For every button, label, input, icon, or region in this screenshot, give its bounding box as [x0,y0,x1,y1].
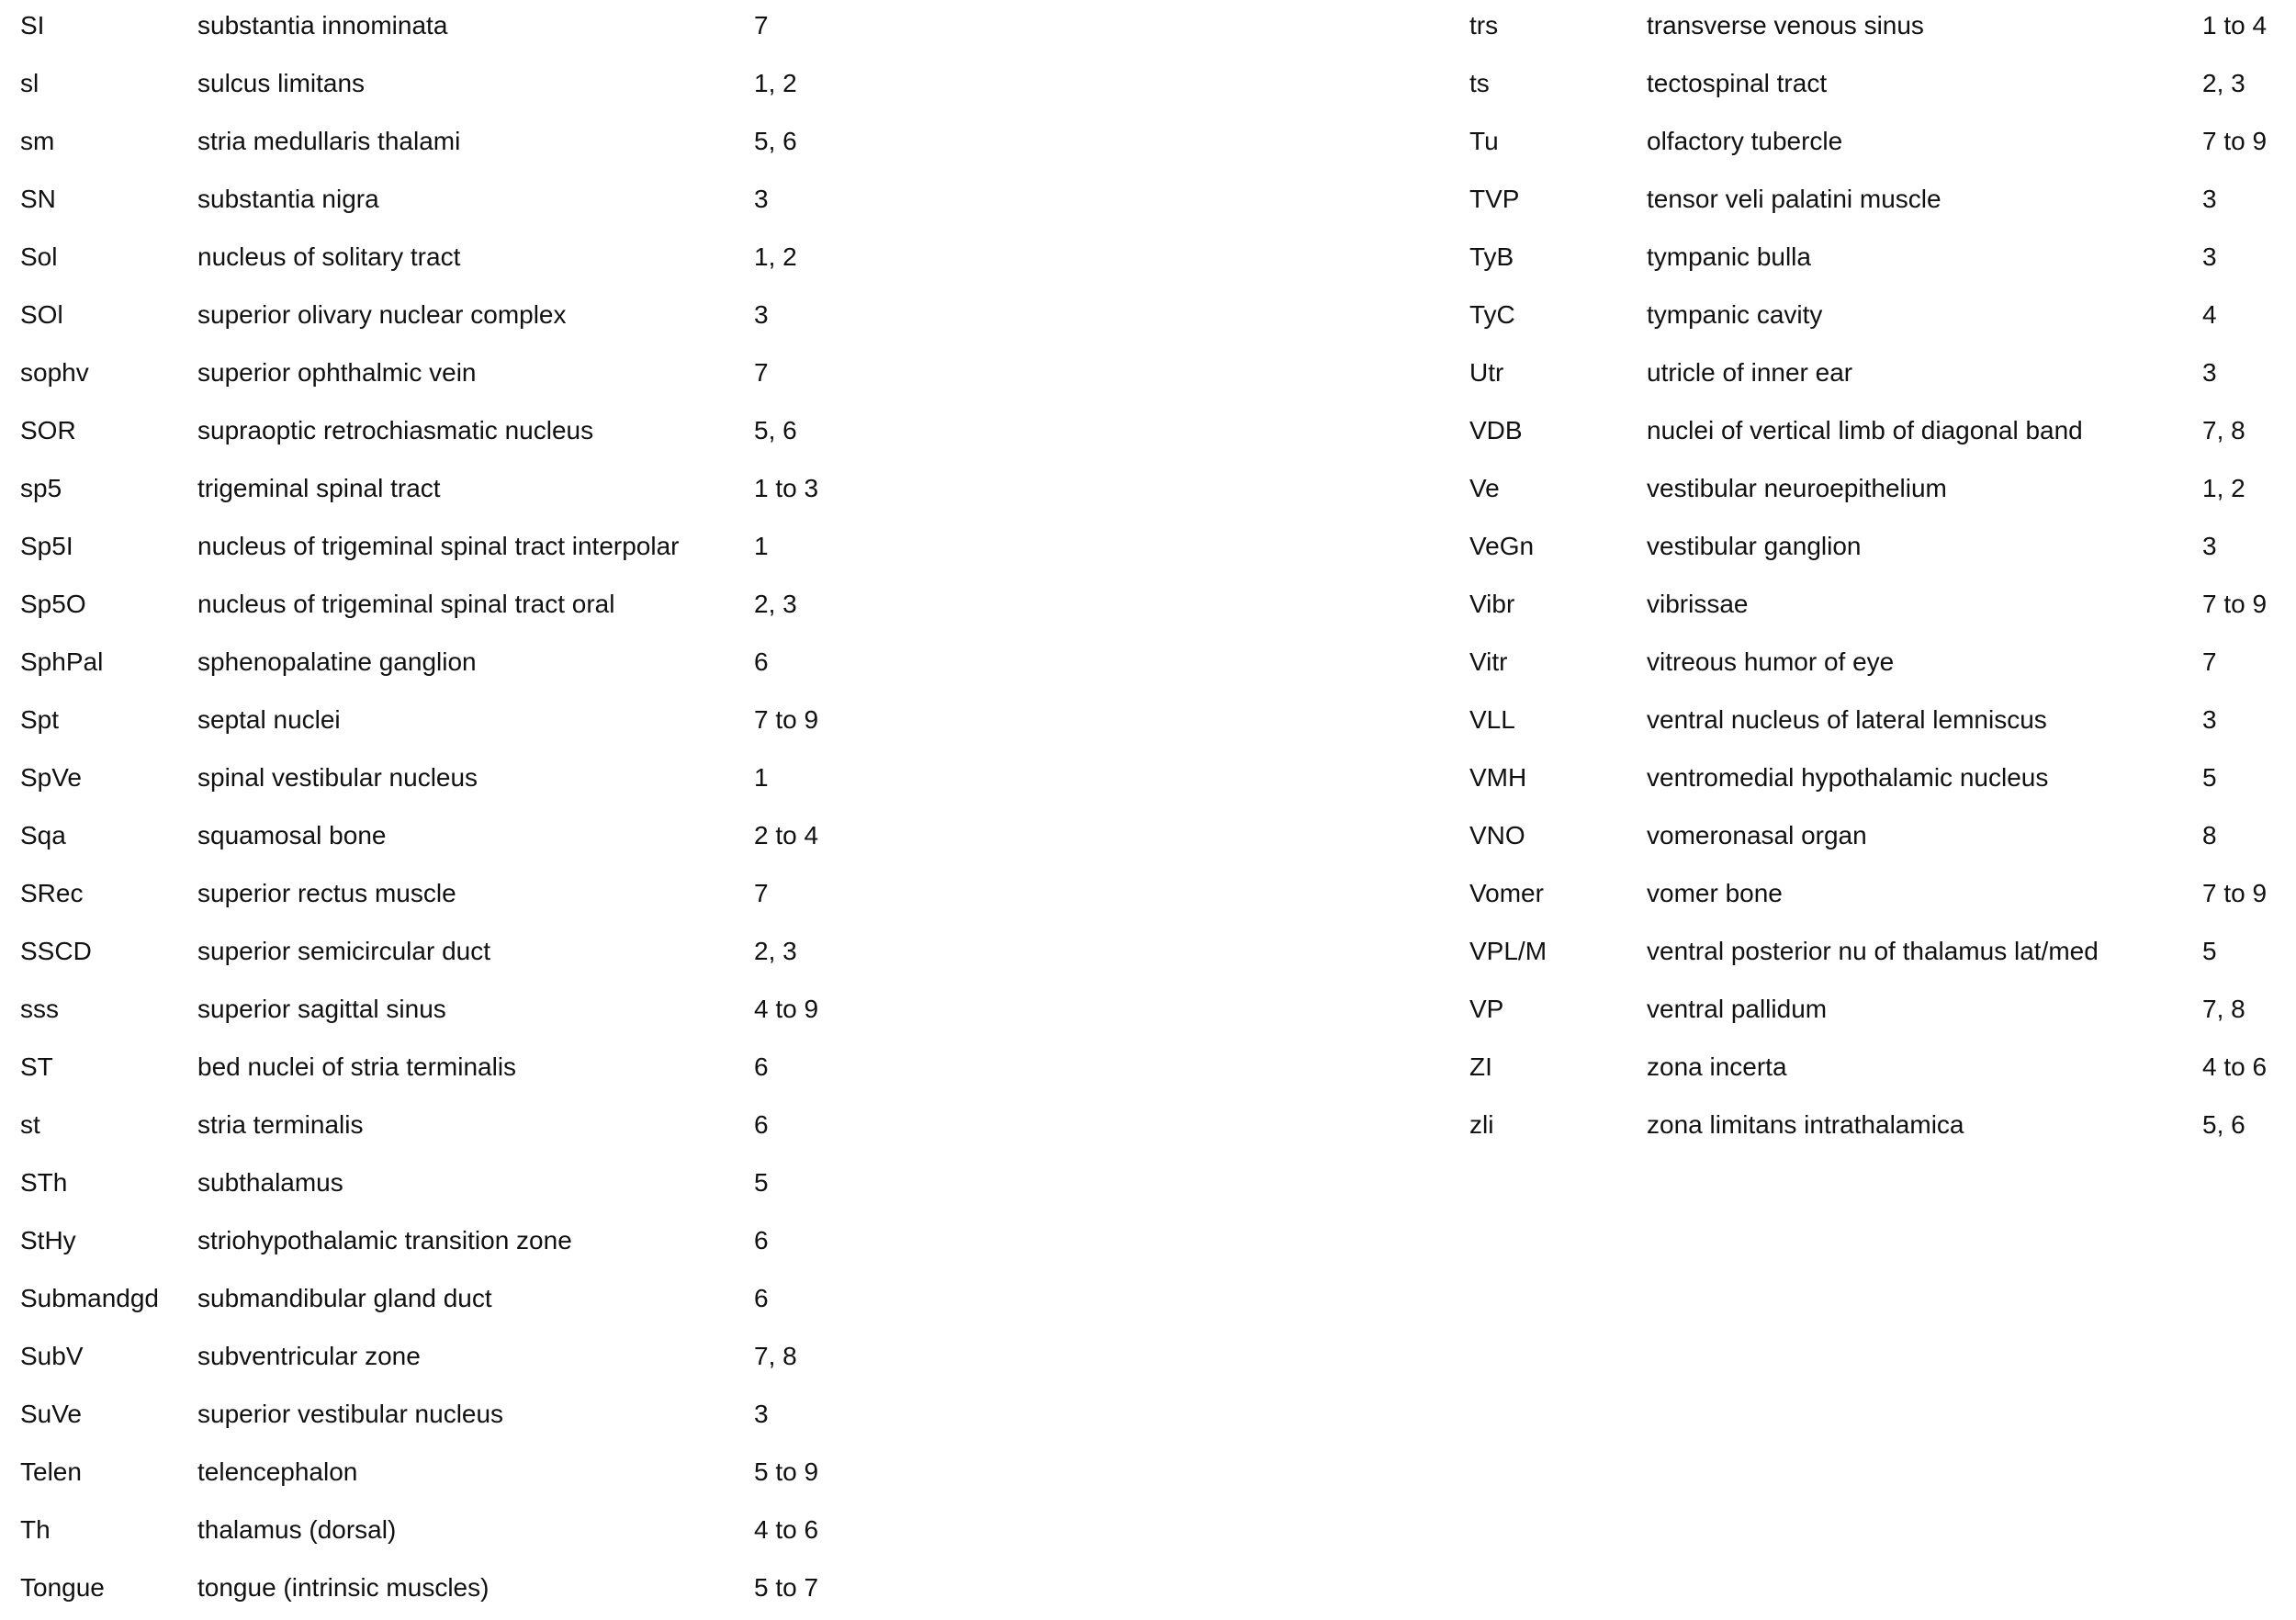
term-name: supraoptic retrochiasmatic nucleus [197,416,594,444]
abbreviation: Th [20,1515,51,1544]
abbreviation: VNO [1469,821,1525,849]
abbreviation: Sol [20,242,58,271]
term-name: subthalamus [197,1168,343,1197]
figure-reference: 1, 2 [754,69,797,97]
figure-reference: 7 [754,879,769,907]
term-name: ventromedial hypothalamic nucleus [1647,763,2049,792]
term-name: olfactory tubercle [1647,127,1843,155]
abbreviation: sm [20,127,55,155]
abbreviation: st [20,1110,40,1139]
term-name: nuclei of vertical limb of diagonal band [1647,416,2083,444]
term-name: tympanic cavity [1647,300,1823,329]
term-name: thalamus (dorsal) [197,1515,397,1544]
figure-reference: 4 [2202,300,2217,329]
figure-reference: 2, 3 [754,590,797,618]
figure-reference: 7, 8 [754,1342,797,1370]
term-name: tongue (intrinsic muscles) [197,1573,490,1602]
abbreviation: StHy [20,1226,76,1254]
figure-reference: 7 [754,11,769,39]
figure-reference: 2 to 4 [754,821,819,849]
figure-reference: 5, 6 [754,127,797,155]
abbreviation: ZI [1469,1052,1492,1081]
figure-reference: 8 [2202,821,2217,849]
term-name: sphenopalatine ganglion [197,647,477,676]
abbreviation: VLL [1469,705,1515,734]
abbreviation: Tu [1469,127,1499,155]
term-name: nucleus of trigeminal spinal tract interpolar [197,532,680,560]
abbreviation: Vitr [1469,647,1508,676]
figure-reference: 3 [2202,185,2217,213]
figure-reference: 5 [754,1168,769,1197]
figure-reference: 3 [2202,532,2217,560]
figure-reference: 4 to 6 [754,1515,819,1544]
term-name: ventral nucleus of lateral lemniscus [1647,705,2047,734]
figure-reference: 6 [754,647,769,676]
term-name: superior semicircular duct [197,937,490,965]
abbreviation: zli [1469,1110,1494,1139]
abbreviation: Spt [20,705,60,734]
figure-reference: 7 to 9 [754,705,819,734]
term-name: stria medullaris thalami [197,127,461,155]
term-name: squamosal bone [197,821,387,849]
term-name: vestibular neuroepithelium [1647,474,1947,502]
term-name: utricle of inner ear [1647,358,1853,387]
abbreviation: Vomer [1469,879,1544,907]
abbreviation: sophv [20,358,89,387]
term-name: superior vestibular nucleus [197,1400,504,1428]
term-name: nucleus of trigeminal spinal tract oral [197,590,615,618]
figure-reference: 2, 3 [754,937,797,965]
abbreviation: trs [1469,11,1499,39]
abbreviation: SOl [20,300,63,329]
abbreviation: VDB [1469,416,1523,444]
figure-reference: 5 to 9 [754,1457,819,1486]
term-name: septal nuclei [197,705,341,734]
figure-reference: 3 [2202,358,2217,387]
abbreviation: sl [20,69,39,97]
figure-reference: 3 [2202,242,2217,271]
abbreviation: VP [1469,995,1504,1023]
abbreviation: SRec [20,879,84,907]
term-name: vomeronasal organ [1647,821,1867,849]
term-name: zona incerta [1647,1052,1787,1081]
figure-reference: 6 [754,1110,769,1139]
term-name: superior rectus muscle [197,879,456,907]
abbreviation: TVP [1469,185,1520,213]
term-name: substantia innominata [197,11,448,39]
abbreviation: Vibr [1469,590,1515,618]
figure-reference: 6 [754,1226,769,1254]
abbreviation: STh [20,1168,68,1197]
term-name: telencephalon [197,1457,358,1486]
figure-reference: 7 to 9 [2202,127,2268,155]
figure-reference: 5, 6 [754,416,797,444]
figure-reference: 5 [2202,937,2217,965]
term-name: superior ophthalmic vein [197,358,477,387]
term-name: nucleus of solitary tract [197,242,461,271]
abbreviation: sp5 [20,474,62,502]
term-name: trigeminal spinal tract [197,474,441,502]
abbreviation: Sqa [20,821,66,849]
figure-reference: 7 to 9 [2202,590,2268,618]
abbreviation: SN [20,185,56,213]
figure-reference: 5 [2202,763,2217,792]
figure-reference: 1, 2 [754,242,797,271]
figure-reference: 1 [754,763,769,792]
figure-reference: 7 to 9 [2202,879,2268,907]
abbreviation: TyC [1469,300,1515,329]
term-name: superior olivary nuclear complex [197,300,567,329]
figure-reference: 1, 2 [2202,474,2245,502]
abbreviation: SI [20,11,45,39]
abbreviation: Utr [1469,358,1504,387]
abbreviation: Submandgd [20,1284,160,1312]
figure-reference: 1 to 4 [2202,11,2268,39]
term-name: stria terminalis [197,1110,364,1139]
abbreviation: Sp5O [20,590,86,618]
term-name: bed nuclei of stria terminalis [197,1052,517,1081]
figure-reference: 2, 3 [2202,69,2245,97]
abbreviation: Ve [1469,474,1500,502]
figure-reference: 7 [2202,647,2217,676]
abbreviation: Sp5I [20,532,73,560]
figure-reference: 4 to 6 [2202,1052,2268,1081]
abbreviation: SuVe [20,1400,82,1428]
figure-reference: 7, 8 [2202,416,2245,444]
figure-reference: 5, 6 [2202,1110,2245,1139]
figure-reference: 3 [754,185,769,213]
term-name: transverse venous sinus [1647,11,1924,39]
figure-reference: 3 [2202,705,2217,734]
figure-reference: 6 [754,1052,769,1081]
term-name: tympanic bulla [1647,242,1811,271]
abbreviation: SSCD [20,937,92,965]
abbreviation: ts [1469,69,1490,97]
figure-reference: 5 to 7 [754,1573,819,1602]
figure-reference: 1 [754,532,769,560]
figure-reference: 6 [754,1284,769,1312]
figure-reference: 4 to 9 [754,995,819,1023]
term-name: tectospinal tract [1647,69,1828,97]
term-name: vomer bone [1647,879,1783,907]
term-name: ventral pallidum [1647,995,1828,1023]
abbreviation: VPL/M [1469,937,1548,965]
term-name: substantia nigra [197,185,379,213]
figure-reference: 3 [754,300,769,329]
term-name: vibrissae [1647,590,1749,618]
abbreviation: VeGn [1469,532,1535,560]
abbreviation: SpVe [20,763,82,792]
abbreviation: SubV [20,1342,84,1370]
abbreviation: sss [20,995,59,1023]
figure-reference: 7, 8 [2202,995,2245,1023]
figure-reference: 7 [754,358,769,387]
abbreviation: Telen [20,1457,82,1486]
figure-reference: 3 [754,1400,769,1428]
term-name: vestibular ganglion [1647,532,1862,560]
term-name: zona limitans intrathalamica [1647,1110,1964,1139]
term-name: submandibular gland duct [197,1284,492,1312]
term-name: subventricular zone [197,1342,421,1370]
term-name: spinal vestibular nucleus [197,763,478,792]
abbreviation: Tongue [20,1573,105,1602]
term-name: tensor veli palatini muscle [1647,185,1941,213]
abbreviation: ST [20,1052,53,1081]
abbreviation: SOR [20,416,76,444]
term-name: superior sagittal sinus [197,995,446,1023]
term-name: sulcus limitans [197,69,366,97]
term-name: striohypothalamic transition zone [197,1226,572,1254]
term-name: ventral posterior nu of thalamus lat/med [1647,937,2099,965]
abbreviation: SphPal [20,647,104,676]
abbreviation: TyB [1469,242,1514,271]
term-name: vitreous humor of eye [1647,647,1895,676]
abbreviation: VMH [1469,763,1527,792]
figure-reference: 1 to 3 [754,474,819,502]
